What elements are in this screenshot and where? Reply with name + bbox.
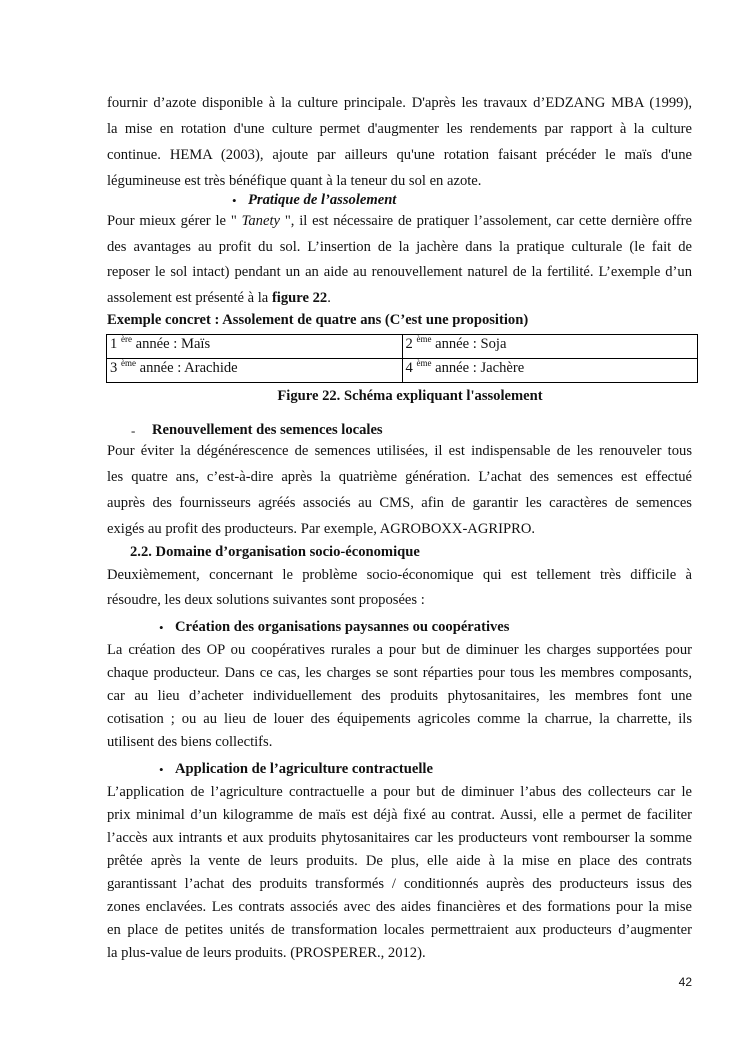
text-line: en place de petites unités de transformation locales permettraient aux producteurs d’augmenter bbox=[107, 922, 692, 938]
bullet-icon: • bbox=[159, 620, 164, 635]
text-line: fournir d’azote disponible à la culture principale. D'après les travaux d’EDZANG MBA (1999), bbox=[107, 95, 692, 111]
text-line: cotisation ; ou au lieu de louer des équipements agricoles comme la charrue, la charrette, ils bbox=[107, 711, 692, 727]
text-line: reposer le sol intact) pendant un an aide au renouvellement naturel de la fertilité. L’exemple d’un bbox=[107, 264, 692, 280]
text-line: des avantages au profit du sol. L’insertion de la jachère dans la pratique culturale (le fait de bbox=[107, 239, 692, 255]
text-line: utilisent des biens collectifs. bbox=[107, 734, 273, 750]
bullet-icon: • bbox=[159, 762, 164, 777]
text: . bbox=[327, 290, 331, 306]
text-line: la plus-value de leurs produits. (PROSPERER., 2012). bbox=[107, 945, 426, 961]
text-line: auprès des fournisseurs agréés associés au CMS, afin de garantir les caractères de semences bbox=[107, 495, 692, 511]
table-cell: 4 $^{ème}$ année : Jachère bbox=[402, 359, 698, 383]
text-line bbox=[107, 212, 692, 231]
bullet-icon: • bbox=[232, 193, 237, 208]
table-row bbox=[107, 335, 698, 359]
text-line: Pour éviter la dégénérescence de semences utilisées, il est indispensable de les renouveler tous bbox=[107, 443, 692, 459]
text-line: car au lieu d’acheter individuellement des produits phytosanitaires, les membres font une bbox=[107, 688, 692, 704]
text-line: l’accès aux intrants et aux produits phytosanitaires car les producteurs vont rembourser la somme bbox=[107, 830, 692, 846]
heading-renouvellement: Renouvellement des semences locales bbox=[152, 422, 383, 438]
text-line: continue. HEMA (2003), ajoute par ailleurs qu'une rotation faisant précéder le maïs d'une bbox=[107, 147, 692, 163]
text-line: exigés au profit des producteurs. Par exemple, AGROBOXX-AGRIPRO. bbox=[107, 521, 536, 537]
text-line: la mise en rotation d'une culture permet d'augmenter les rendements par rapport à la culture bbox=[107, 121, 692, 137]
text-line: zones enclavées. Les contrats associés avec des aides financières et des formations pour la mise bbox=[107, 899, 692, 915]
rotation-table bbox=[106, 334, 698, 383]
text-line: garantissant l’achat des produits transformés / conditionnés auprès des producteurs issus des bbox=[107, 876, 692, 892]
page-number: 42 bbox=[678, 975, 692, 989]
heading-pratique-assolement: Pratique de l’assolement bbox=[248, 192, 397, 208]
text: ", il est nécessaire de pratiquer l’assolement, car cette dernière offre bbox=[280, 213, 692, 229]
text-line: prêtée après la vente de leurs produits. De plus, elle aide à la mise en place des contrats bbox=[107, 853, 692, 869]
table-row bbox=[107, 359, 698, 383]
text-line: L’application de l’agriculture contractuelle a pour but de diminuer l’abus des collecteurs car le bbox=[107, 784, 692, 800]
text-line: légumineuse est très bénéfique quant à la teneur du sol en azote. bbox=[107, 173, 482, 189]
text: Pour mieux gérer le " bbox=[107, 213, 242, 229]
text-line: résoudre, les deux solutions suivantes sont proposées : bbox=[107, 592, 425, 608]
figure-reference: figure 22 bbox=[271, 290, 328, 306]
dash-marker: - bbox=[131, 423, 136, 438]
figure-caption: Figure 22. Schéma expliquant l'assolement bbox=[277, 388, 543, 404]
heading-creation-op: Création des organisations paysannes ou coopératives bbox=[175, 619, 510, 635]
text-line: La création des OP ou coopératives rurales a pour but de diminuer les charges supportées pour bbox=[107, 642, 692, 658]
example-title: Exemple concret : Assolement de quatre ans (C’est une proposition) bbox=[107, 312, 529, 328]
text-line: les quatre ans, c’est-à-dire après la quatrième génération. L’achat des semences est effectué bbox=[107, 469, 692, 485]
text-line: chaque producteur. Dans ce cas, les charges se sont réparties pour tous les membres composants, bbox=[107, 665, 692, 681]
text-line: Deuxièmement, concernant le problème socio-économique qui est tellement très difficile à bbox=[107, 567, 692, 583]
table-cell: 3 $^{ème}$ année : Arachide bbox=[107, 359, 403, 383]
heading-agriculture-contractuelle: Application de l’agriculture contractuelle bbox=[175, 761, 433, 777]
text-line bbox=[107, 289, 692, 308]
text-line: prix minimal d’un kilogramme de maïs est déjà fixé au contrat. Aussi, elle a permet de faciliter bbox=[107, 807, 692, 823]
table-cell: 2 $^{ème}$ année : Soja bbox=[402, 335, 698, 359]
section-heading-2-2: 2.2. Domaine d’organisation socio-économique bbox=[130, 544, 420, 560]
text: assolement est présenté à la bbox=[107, 290, 272, 306]
term-tanety: Tanety bbox=[241, 213, 280, 229]
table-cell: 1 $^{ère}$ année : Maïs bbox=[107, 335, 403, 359]
